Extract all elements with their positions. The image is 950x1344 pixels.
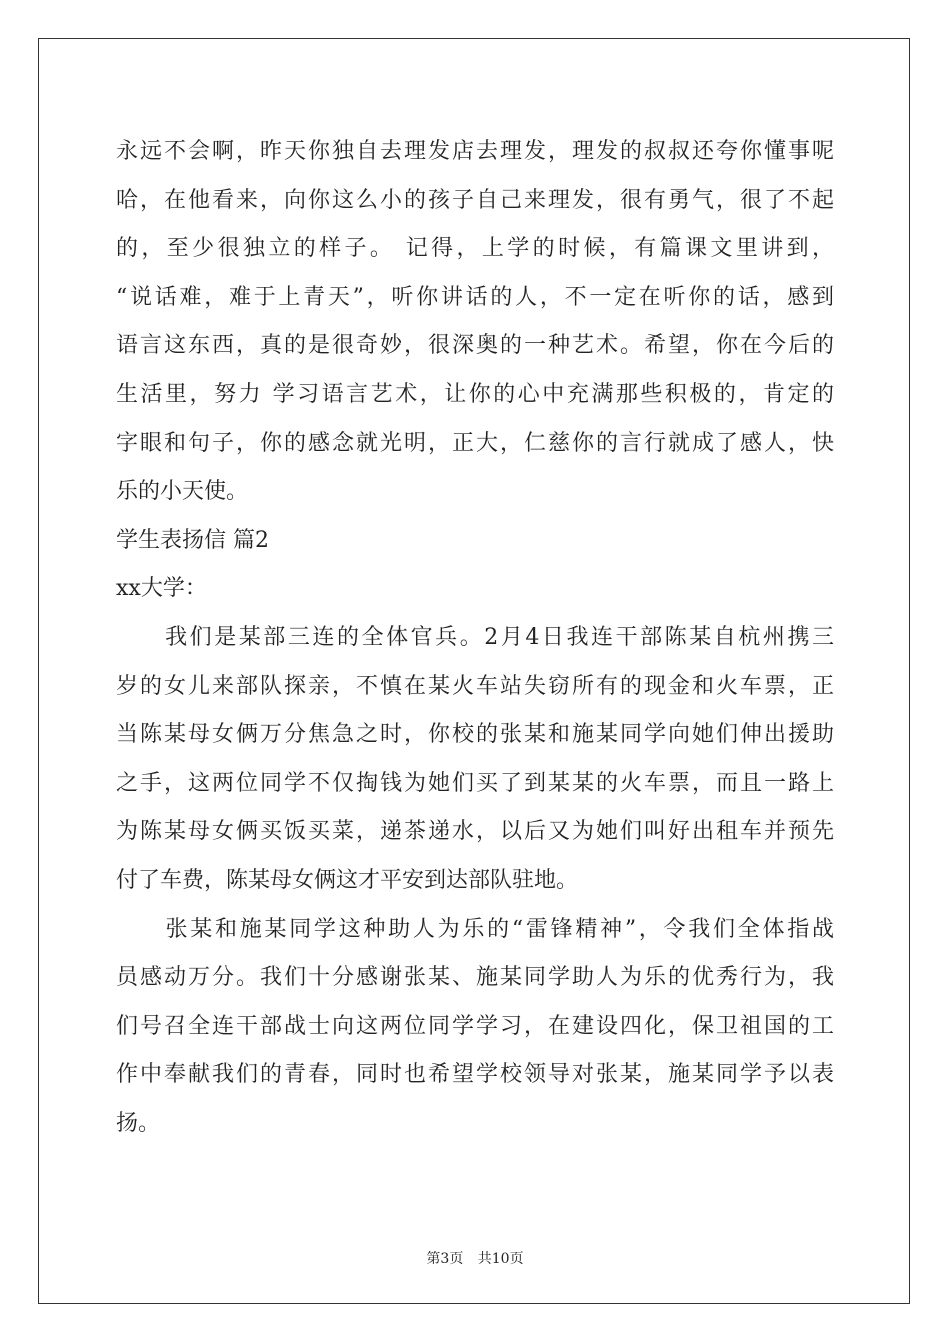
text-line: 张某和施某同学这种助人为乐的“雷锋精神”，令我们全体指战: [116, 916, 834, 942]
text-line: 岁的女儿来部队探亲，不慎在某火车站失窃所有的现金和火车票，正: [116, 673, 834, 699]
section-heading: 学生表扬信 篇2: [116, 527, 269, 553]
salutation: xx大学：: [116, 576, 207, 602]
text-line: 作中奉献我们的青春，同时也希望学校领导对张某，施某同学予以表: [116, 1062, 834, 1088]
text-line: 生活里，努力 学习语言艺术，让你的心中充满那些积极的，肯定的: [116, 381, 834, 407]
text-line: 当陈某母女俩万分焦急之时，你校的张某和施某同学向她们伸出援助: [116, 722, 834, 748]
text-line: 之手，这两位同学不仅掏钱为她们买了到某某的火车票，而且一路上: [116, 770, 834, 796]
text-line: 字眼和句子，你的感念就光明，正大，仁慈你的言行就成了感人，快: [116, 430, 834, 456]
text-line: 我们是某部三连的全体官兵。2月4日我连干部陈某自杭州携三: [116, 624, 834, 650]
text-line: 们号召全连干部战士向这两位同学学习，在建设四化，保卫祖国的工: [116, 1013, 834, 1039]
text-line: 员感动万分。我们十分感谢张某、施某同学助人为乐的优秀行为，我: [116, 965, 834, 991]
text-line: 语言这东西，真的是很奇妙，很深奥的一种艺术。希望，你在今后的: [116, 333, 834, 359]
text-line: 永远不会啊，昨天你独自去理发店去理发，理发的叔叔还夸你懂事呢: [116, 139, 834, 164]
text-line: 为陈某母女俩买饭买菜，递茶递水，以后又为她们叫好出租车并预先: [116, 819, 834, 845]
document-body: [116, 128, 834, 1148]
text-line: “说话难，难于上青天”，听你讲话的人，不一定在听你的话，感到: [116, 284, 834, 310]
text-line: 的，至少很独立的样子。 记得，上学的时候，有篇课文里讲到，: [116, 236, 834, 262]
page-number-footer: 第3页 共10页: [426, 1251, 524, 1267]
text-line: 扬。: [116, 1110, 161, 1136]
text-line: 哈，在他看来，向你这么小的孩子自己来理发，很有勇气，很了不起: [116, 187, 834, 213]
text-line: 付了车费，陈某母女俩这才平安到达部队驻地。: [116, 867, 579, 893]
text-line: 乐的小天使。: [116, 479, 249, 505]
